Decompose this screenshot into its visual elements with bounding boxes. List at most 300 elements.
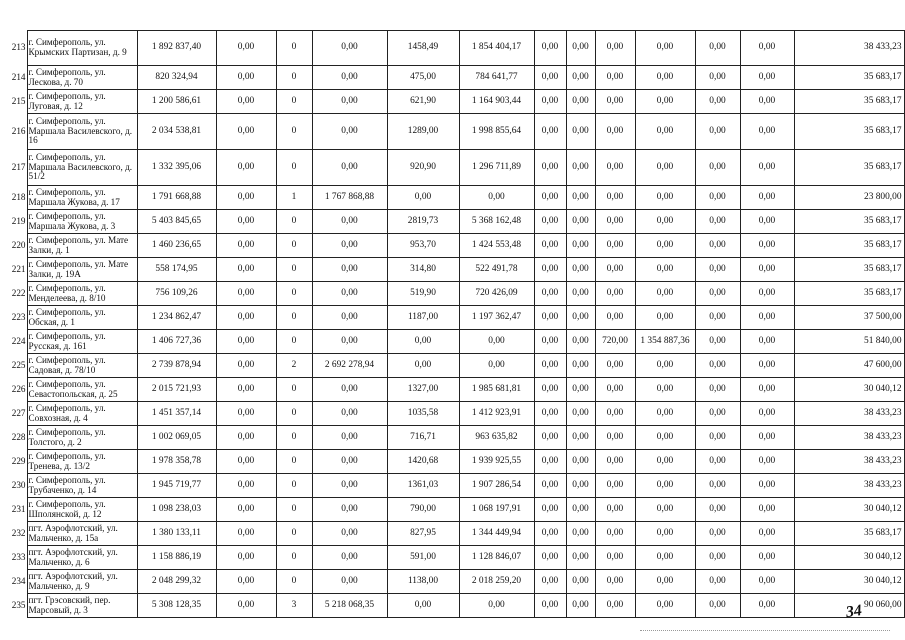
total-cost-cell: 1 451 357,14: [137, 402, 216, 426]
amount-7-cell: 0,00: [635, 474, 695, 498]
count-3-cell: 0: [276, 210, 312, 234]
amount-3-cell: 0,00: [312, 31, 387, 66]
address-cell: г. Симферополь, ул. Русская, д. 161: [27, 330, 137, 354]
amount-3-cell: 0,00: [312, 426, 387, 450]
row-number-cell: 235: [11, 599, 26, 610]
reserve-cell: 38 433,23: [794, 426, 904, 450]
col-9-cell: 0,00: [740, 498, 794, 522]
count-3-cell: 0: [276, 90, 312, 114]
col-8-cell: 0,00: [695, 426, 740, 450]
qty-7-cell: 0,00: [595, 402, 635, 426]
col-9-cell: 0,00: [740, 234, 794, 258]
col-9-cell: 0,00: [740, 186, 794, 210]
col-2-cell: 0,00: [216, 210, 276, 234]
col-9-cell: 0,00: [740, 306, 794, 330]
amount-7-cell: 1 354 887,36: [635, 330, 695, 354]
count-3-cell: 0: [276, 474, 312, 498]
scan-edge-noise: [640, 630, 890, 633]
col-2-cell: 0,00: [216, 402, 276, 426]
table-row: [6, 258, 904, 282]
col-2-cell: 0,00: [216, 114, 276, 150]
total-cost-cell: 1 978 358,78: [137, 450, 216, 474]
total-cost-cell: 5 403 845,65: [137, 210, 216, 234]
col-2-cell: 0,00: [216, 594, 276, 618]
qty-7-cell: 0,00: [595, 594, 635, 618]
amount-3-cell: 0,00: [312, 402, 387, 426]
col-8-cell: 0,00: [695, 90, 740, 114]
area-4-cell: 1187,00: [387, 306, 459, 330]
amount-4-cell: 1 412 923,91: [459, 402, 534, 426]
address-cell: пгт. Грэсовский, пер. Марсовый, д. 3: [27, 594, 137, 618]
total-cost-cell: 5 308 128,35: [137, 594, 216, 618]
amount-7-cell: 0,00: [635, 594, 695, 618]
amount-4-cell: 0,00: [459, 354, 534, 378]
amount-3-cell: 0,00: [312, 210, 387, 234]
amount-3-cell: 0,00: [312, 282, 387, 306]
amount-4-cell: 1 907 286,54: [459, 474, 534, 498]
col-8-cell: 0,00: [695, 330, 740, 354]
row-number-cell: 221: [11, 263, 26, 274]
col-2-cell: 0,00: [216, 498, 276, 522]
area-4-cell: 0,00: [387, 186, 459, 210]
col-2-cell: 0,00: [216, 90, 276, 114]
amount-7-cell: 0,00: [635, 354, 695, 378]
reserve-cell: 35 683,17: [794, 234, 904, 258]
qty-7-cell: 0,00: [595, 306, 635, 330]
total-cost-cell: 1 200 586,61: [137, 90, 216, 114]
count-3-cell: 0: [276, 378, 312, 402]
col-6-cell: 0,00: [566, 282, 595, 306]
address-cell: г. Симферополь, ул. Маршала Жукова, д. 3: [27, 210, 137, 234]
col-8-cell: 0,00: [695, 474, 740, 498]
count-3-cell: 0: [276, 150, 312, 186]
area-4-cell: 1420,68: [387, 450, 459, 474]
col-8-cell: 0,00: [695, 450, 740, 474]
area-4-cell: 314,80: [387, 258, 459, 282]
amount-4-cell: 1 424 553,48: [459, 234, 534, 258]
col-5-cell: 0,00: [534, 546, 566, 570]
col-6-cell: 0,00: [566, 498, 595, 522]
amount-7-cell: 0,00: [635, 570, 695, 594]
amount-7-cell: 0,00: [635, 258, 695, 282]
amount-4-cell: 522 491,78: [459, 258, 534, 282]
count-3-cell: 0: [276, 306, 312, 330]
amount-4-cell: 1 164 903,44: [459, 90, 534, 114]
area-4-cell: 1458,49: [387, 31, 459, 66]
total-cost-cell: 2 034 538,81: [137, 114, 216, 150]
row-number-cell: 231: [11, 503, 26, 514]
col-9-cell: 0,00: [740, 546, 794, 570]
count-3-cell: 3: [276, 594, 312, 618]
amount-3-cell: 0,00: [312, 114, 387, 150]
row-number-cell: 219: [11, 215, 26, 226]
col-6-cell: 0,00: [566, 210, 595, 234]
total-cost-cell: 1 332 395,06: [137, 150, 216, 186]
table-row: [6, 522, 904, 546]
col-9-cell: 0,00: [740, 594, 794, 618]
amount-3-cell: 2 692 278,94: [312, 354, 387, 378]
col-8-cell: 0,00: [695, 498, 740, 522]
amount-3-cell: 1 767 868,88: [312, 186, 387, 210]
col-6-cell: 0,00: [566, 150, 595, 186]
col-2-cell: 0,00: [216, 150, 276, 186]
count-3-cell: 0: [276, 66, 312, 90]
amount-3-cell: 0,00: [312, 546, 387, 570]
amount-4-cell: 0,00: [459, 594, 534, 618]
amount-4-cell: 1 998 855,64: [459, 114, 534, 150]
amount-4-cell: 0,00: [459, 330, 534, 354]
reserve-cell: 35 683,17: [794, 258, 904, 282]
count-3-cell: 0: [276, 522, 312, 546]
count-3-cell: 2: [276, 354, 312, 378]
table-row: [6, 570, 904, 594]
table-row: [6, 210, 904, 234]
area-4-cell: 920,90: [387, 150, 459, 186]
col-9-cell: 0,00: [740, 330, 794, 354]
amount-7-cell: 0,00: [635, 546, 695, 570]
col-5-cell: 0,00: [534, 330, 566, 354]
table-row: [6, 186, 904, 210]
col-6-cell: 0,00: [566, 522, 595, 546]
col-2-cell: 0,00: [216, 186, 276, 210]
qty-7-cell: 0,00: [595, 31, 635, 66]
col-5-cell: 0,00: [534, 66, 566, 90]
register-table: [6, 30, 905, 618]
total-cost-cell: 1 791 668,88: [137, 186, 216, 210]
total-cost-cell: 1 380 133,11: [137, 522, 216, 546]
amount-4-cell: 784 641,77: [459, 66, 534, 90]
amount-7-cell: 0,00: [635, 378, 695, 402]
address-cell: г. Симферополь, ул. Маршала Василевского, д. 51/2: [27, 150, 137, 186]
area-4-cell: 827,95: [387, 522, 459, 546]
col-2-cell: 0,00: [216, 546, 276, 570]
col-2-cell: 0,00: [216, 450, 276, 474]
address-cell: г. Симферополь, ул. Совхозная, д. 4: [27, 402, 137, 426]
amount-3-cell: 0,00: [312, 234, 387, 258]
table-row: [6, 330, 904, 354]
address-cell: г. Симферополь, ул. Мате Залки, д. 1: [27, 234, 137, 258]
amount-7-cell: 0,00: [635, 234, 695, 258]
total-cost-cell: 1 892 837,40: [137, 31, 216, 66]
total-cost-cell: 2 739 878,94: [137, 354, 216, 378]
total-cost-cell: 820 324,94: [137, 66, 216, 90]
amount-7-cell: 0,00: [635, 31, 695, 66]
table-row: [6, 150, 904, 186]
address-cell: г. Симферополь, ул. Толстого, д. 2: [27, 426, 137, 450]
amount-3-cell: 0,00: [312, 258, 387, 282]
area-4-cell: 790,00: [387, 498, 459, 522]
row-number-cell: 215: [11, 95, 26, 106]
amount-7-cell: 0,00: [635, 210, 695, 234]
amount-4-cell: 1 344 449,94: [459, 522, 534, 546]
count-3-cell: 0: [276, 234, 312, 258]
amount-3-cell: 0,00: [312, 378, 387, 402]
row-number-cell: 214: [11, 71, 26, 82]
total-cost-cell: 1 460 236,65: [137, 234, 216, 258]
col-5-cell: 0,00: [534, 234, 566, 258]
area-4-cell: 1361,03: [387, 474, 459, 498]
table-row: [6, 234, 904, 258]
table-row: [6, 354, 904, 378]
col-8-cell: 0,00: [695, 570, 740, 594]
address-cell: г. Симферополь, ул. Крымских Партизан, д. 9: [27, 31, 137, 66]
row-number-cell: 224: [11, 335, 26, 346]
count-3-cell: 0: [276, 258, 312, 282]
col-9-cell: 0,00: [740, 522, 794, 546]
col-6-cell: 0,00: [566, 450, 595, 474]
amount-4-cell: 5 368 162,48: [459, 210, 534, 234]
qty-7-cell: 720,00: [595, 330, 635, 354]
amount-3-cell: 0,00: [312, 330, 387, 354]
table-row: [6, 66, 904, 90]
qty-7-cell: 0,00: [595, 522, 635, 546]
amount-4-cell: 720 426,09: [459, 282, 534, 306]
col-2-cell: 0,00: [216, 234, 276, 258]
qty-7-cell: 0,00: [595, 90, 635, 114]
col-6-cell: 0,00: [566, 66, 595, 90]
qty-7-cell: 0,00: [595, 450, 635, 474]
amount-4-cell: 1 985 681,81: [459, 378, 534, 402]
col-9-cell: 0,00: [740, 450, 794, 474]
amount-4-cell: 1 068 197,91: [459, 498, 534, 522]
count-3-cell: 0: [276, 330, 312, 354]
table-row: [6, 31, 904, 66]
total-cost-cell: 756 109,26: [137, 282, 216, 306]
reserve-cell: 90 060,00: [794, 594, 904, 618]
reserve-cell: 35 683,17: [794, 90, 904, 114]
address-cell: г. Симферополь, ул. Севастопольская, д. 25: [27, 378, 137, 402]
row-number-cell: 234: [11, 575, 26, 586]
area-4-cell: 1138,00: [387, 570, 459, 594]
amount-4-cell: 1 197 362,47: [459, 306, 534, 330]
qty-7-cell: 0,00: [595, 474, 635, 498]
address-cell: пгт. Аэрофлотский, ул. Мальченко, д. 6: [27, 546, 137, 570]
table-row: [6, 426, 904, 450]
table-row: [6, 114, 904, 150]
table-row: [6, 90, 904, 114]
table-row: [6, 474, 904, 498]
amount-3-cell: 5 218 068,35: [312, 594, 387, 618]
col-5-cell: 0,00: [534, 306, 566, 330]
row-number-cell: 227: [11, 407, 26, 418]
col-6-cell: 0,00: [566, 378, 595, 402]
reserve-cell: 35 683,17: [794, 282, 904, 306]
total-cost-cell: 2 015 721,93: [137, 378, 216, 402]
amount-3-cell: 0,00: [312, 498, 387, 522]
col-6-cell: 0,00: [566, 114, 595, 150]
address-cell: г. Симферополь, ул. Тренева, д. 13/2: [27, 450, 137, 474]
address-cell: пгт. Аэрофлотский, ул. Мальченко, д. 9: [27, 570, 137, 594]
amount-4-cell: 1 128 846,07: [459, 546, 534, 570]
col-8-cell: 0,00: [695, 234, 740, 258]
row-number-cell: 230: [11, 479, 26, 490]
qty-7-cell: 0,00: [595, 150, 635, 186]
col-9-cell: 0,00: [740, 354, 794, 378]
total-cost-cell: 1 945 719,77: [137, 474, 216, 498]
col-9-cell: 0,00: [740, 66, 794, 90]
qty-7-cell: 0,00: [595, 354, 635, 378]
address-cell: г. Симферополь, ул. Мате Залки, д. 19А: [27, 258, 137, 282]
col-5-cell: 0,00: [534, 378, 566, 402]
amount-3-cell: 0,00: [312, 90, 387, 114]
table-row: [6, 378, 904, 402]
reserve-cell: 38 433,23: [794, 31, 904, 66]
table-row: [6, 306, 904, 330]
amount-7-cell: 0,00: [635, 306, 695, 330]
reserve-cell: 23 800,00: [794, 186, 904, 210]
col-6-cell: 0,00: [566, 330, 595, 354]
row-number-cell: 228: [11, 431, 26, 442]
amount-3-cell: 0,00: [312, 150, 387, 186]
count-3-cell: 0: [276, 282, 312, 306]
total-cost-cell: 1 098 238,03: [137, 498, 216, 522]
col-9-cell: 0,00: [740, 378, 794, 402]
col-8-cell: 0,00: [695, 186, 740, 210]
amount-3-cell: 0,00: [312, 570, 387, 594]
amount-4-cell: 963 635,82: [459, 426, 534, 450]
area-4-cell: 1035,58: [387, 402, 459, 426]
reserve-cell: 51 840,00: [794, 330, 904, 354]
amount-4-cell: 1 939 925,55: [459, 450, 534, 474]
amount-4-cell: 1 296 711,89: [459, 150, 534, 186]
col-6-cell: 0,00: [566, 90, 595, 114]
reserve-cell: 35 683,17: [794, 150, 904, 186]
amount-4-cell: 0,00: [459, 186, 534, 210]
reserve-cell: 35 683,17: [794, 522, 904, 546]
col-9-cell: 0,00: [740, 150, 794, 186]
col-8-cell: 0,00: [695, 258, 740, 282]
col-5-cell: 0,00: [534, 258, 566, 282]
row-number-cell: 216: [11, 125, 26, 136]
address-cell: г. Симферополь, ул. Шполянской, д. 12: [27, 498, 137, 522]
row-number-cell: 223: [11, 311, 26, 322]
amount-7-cell: 0,00: [635, 498, 695, 522]
col-6-cell: 0,00: [566, 594, 595, 618]
col-2-cell: 0,00: [216, 330, 276, 354]
address-cell: г. Симферополь, ул. Обская, д. 1: [27, 306, 137, 330]
count-3-cell: 0: [276, 426, 312, 450]
reserve-cell: 35 683,17: [794, 210, 904, 234]
qty-7-cell: 0,00: [595, 282, 635, 306]
amount-7-cell: 0,00: [635, 450, 695, 474]
qty-7-cell: 0,00: [595, 426, 635, 450]
amount-3-cell: 0,00: [312, 66, 387, 90]
col-6-cell: 0,00: [566, 258, 595, 282]
row-number-cell: 229: [11, 455, 26, 466]
qty-7-cell: 0,00: [595, 66, 635, 90]
amount-3-cell: 0,00: [312, 522, 387, 546]
count-3-cell: 0: [276, 402, 312, 426]
col-5-cell: 0,00: [534, 210, 566, 234]
col-2-cell: 0,00: [216, 31, 276, 66]
qty-7-cell: 0,00: [595, 546, 635, 570]
count-3-cell: 0: [276, 31, 312, 66]
qty-7-cell: 0,00: [595, 234, 635, 258]
qty-7-cell: 0,00: [595, 210, 635, 234]
col-8-cell: 0,00: [695, 306, 740, 330]
address-cell: г. Симферополь, ул. Маршала Жукова, д. 17: [27, 186, 137, 210]
col-9-cell: 0,00: [740, 282, 794, 306]
area-4-cell: 0,00: [387, 330, 459, 354]
amount-4-cell: 2 018 259,20: [459, 570, 534, 594]
register-table-sheet: [6, 30, 905, 618]
qty-7-cell: 0,00: [595, 258, 635, 282]
col-8-cell: 0,00: [695, 522, 740, 546]
table-row: [6, 450, 904, 474]
col-2-cell: 0,00: [216, 426, 276, 450]
col-5-cell: 0,00: [534, 150, 566, 186]
area-4-cell: 0,00: [387, 594, 459, 618]
row-number-cell: 213: [11, 42, 26, 53]
col-9-cell: 0,00: [740, 426, 794, 450]
reserve-cell: 38 433,23: [794, 402, 904, 426]
reserve-cell: 38 433,23: [794, 450, 904, 474]
col-5-cell: 0,00: [534, 31, 566, 66]
col-6-cell: 0,00: [566, 31, 595, 66]
count-3-cell: 0: [276, 114, 312, 150]
reserve-cell: 30 040,12: [794, 378, 904, 402]
col-8-cell: 0,00: [695, 282, 740, 306]
col-6-cell: 0,00: [566, 474, 595, 498]
col-2-cell: 0,00: [216, 474, 276, 498]
col-9-cell: 0,00: [740, 210, 794, 234]
table-row: [6, 498, 904, 522]
reserve-cell: 35 683,17: [794, 114, 904, 150]
col-6-cell: 0,00: [566, 234, 595, 258]
col-8-cell: 0,00: [695, 402, 740, 426]
amount-7-cell: 0,00: [635, 114, 695, 150]
col-2-cell: 0,00: [216, 282, 276, 306]
qty-7-cell: 0,00: [595, 498, 635, 522]
area-4-cell: 1289,00: [387, 114, 459, 150]
col-9-cell: 0,00: [740, 474, 794, 498]
row-number-cell: 232: [11, 527, 26, 538]
area-4-cell: 953,70: [387, 234, 459, 258]
col-9-cell: 0,00: [740, 402, 794, 426]
col-5-cell: 0,00: [534, 186, 566, 210]
reserve-cell: 47 600,00: [794, 354, 904, 378]
area-4-cell: 1327,00: [387, 378, 459, 402]
area-4-cell: 0,00: [387, 354, 459, 378]
col-9-cell: 0,00: [740, 258, 794, 282]
col-6-cell: 0,00: [566, 186, 595, 210]
row-number-cell: 225: [11, 359, 26, 370]
col-2-cell: 0,00: [216, 570, 276, 594]
row-number-cell: 222: [11, 287, 26, 298]
table-row: [6, 594, 904, 618]
register-table-body: [6, 31, 904, 618]
row-number-cell: 220: [11, 239, 26, 250]
amount-7-cell: 0,00: [635, 522, 695, 546]
table-row: [6, 402, 904, 426]
address-cell: г. Симферополь, ул. Лескова, д. 70: [27, 66, 137, 90]
reserve-cell: 37 500,00: [794, 306, 904, 330]
col-6-cell: 0,00: [566, 402, 595, 426]
amount-7-cell: 0,00: [635, 186, 695, 210]
col-5-cell: 0,00: [534, 498, 566, 522]
address-cell: г. Симферополь, ул. Менделеева, д. 8/10: [27, 282, 137, 306]
col-5-cell: 0,00: [534, 402, 566, 426]
count-3-cell: 0: [276, 546, 312, 570]
col-5-cell: 0,00: [534, 450, 566, 474]
qty-7-cell: 0,00: [595, 186, 635, 210]
address-cell: г. Симферополь, ул. Трубаченко, д. 14: [27, 474, 137, 498]
row-number-cell: 226: [11, 383, 26, 394]
col-8-cell: 0,00: [695, 378, 740, 402]
reserve-cell: 35 683,17: [794, 66, 904, 90]
col-8-cell: 0,00: [695, 354, 740, 378]
amount-7-cell: 0,00: [635, 90, 695, 114]
